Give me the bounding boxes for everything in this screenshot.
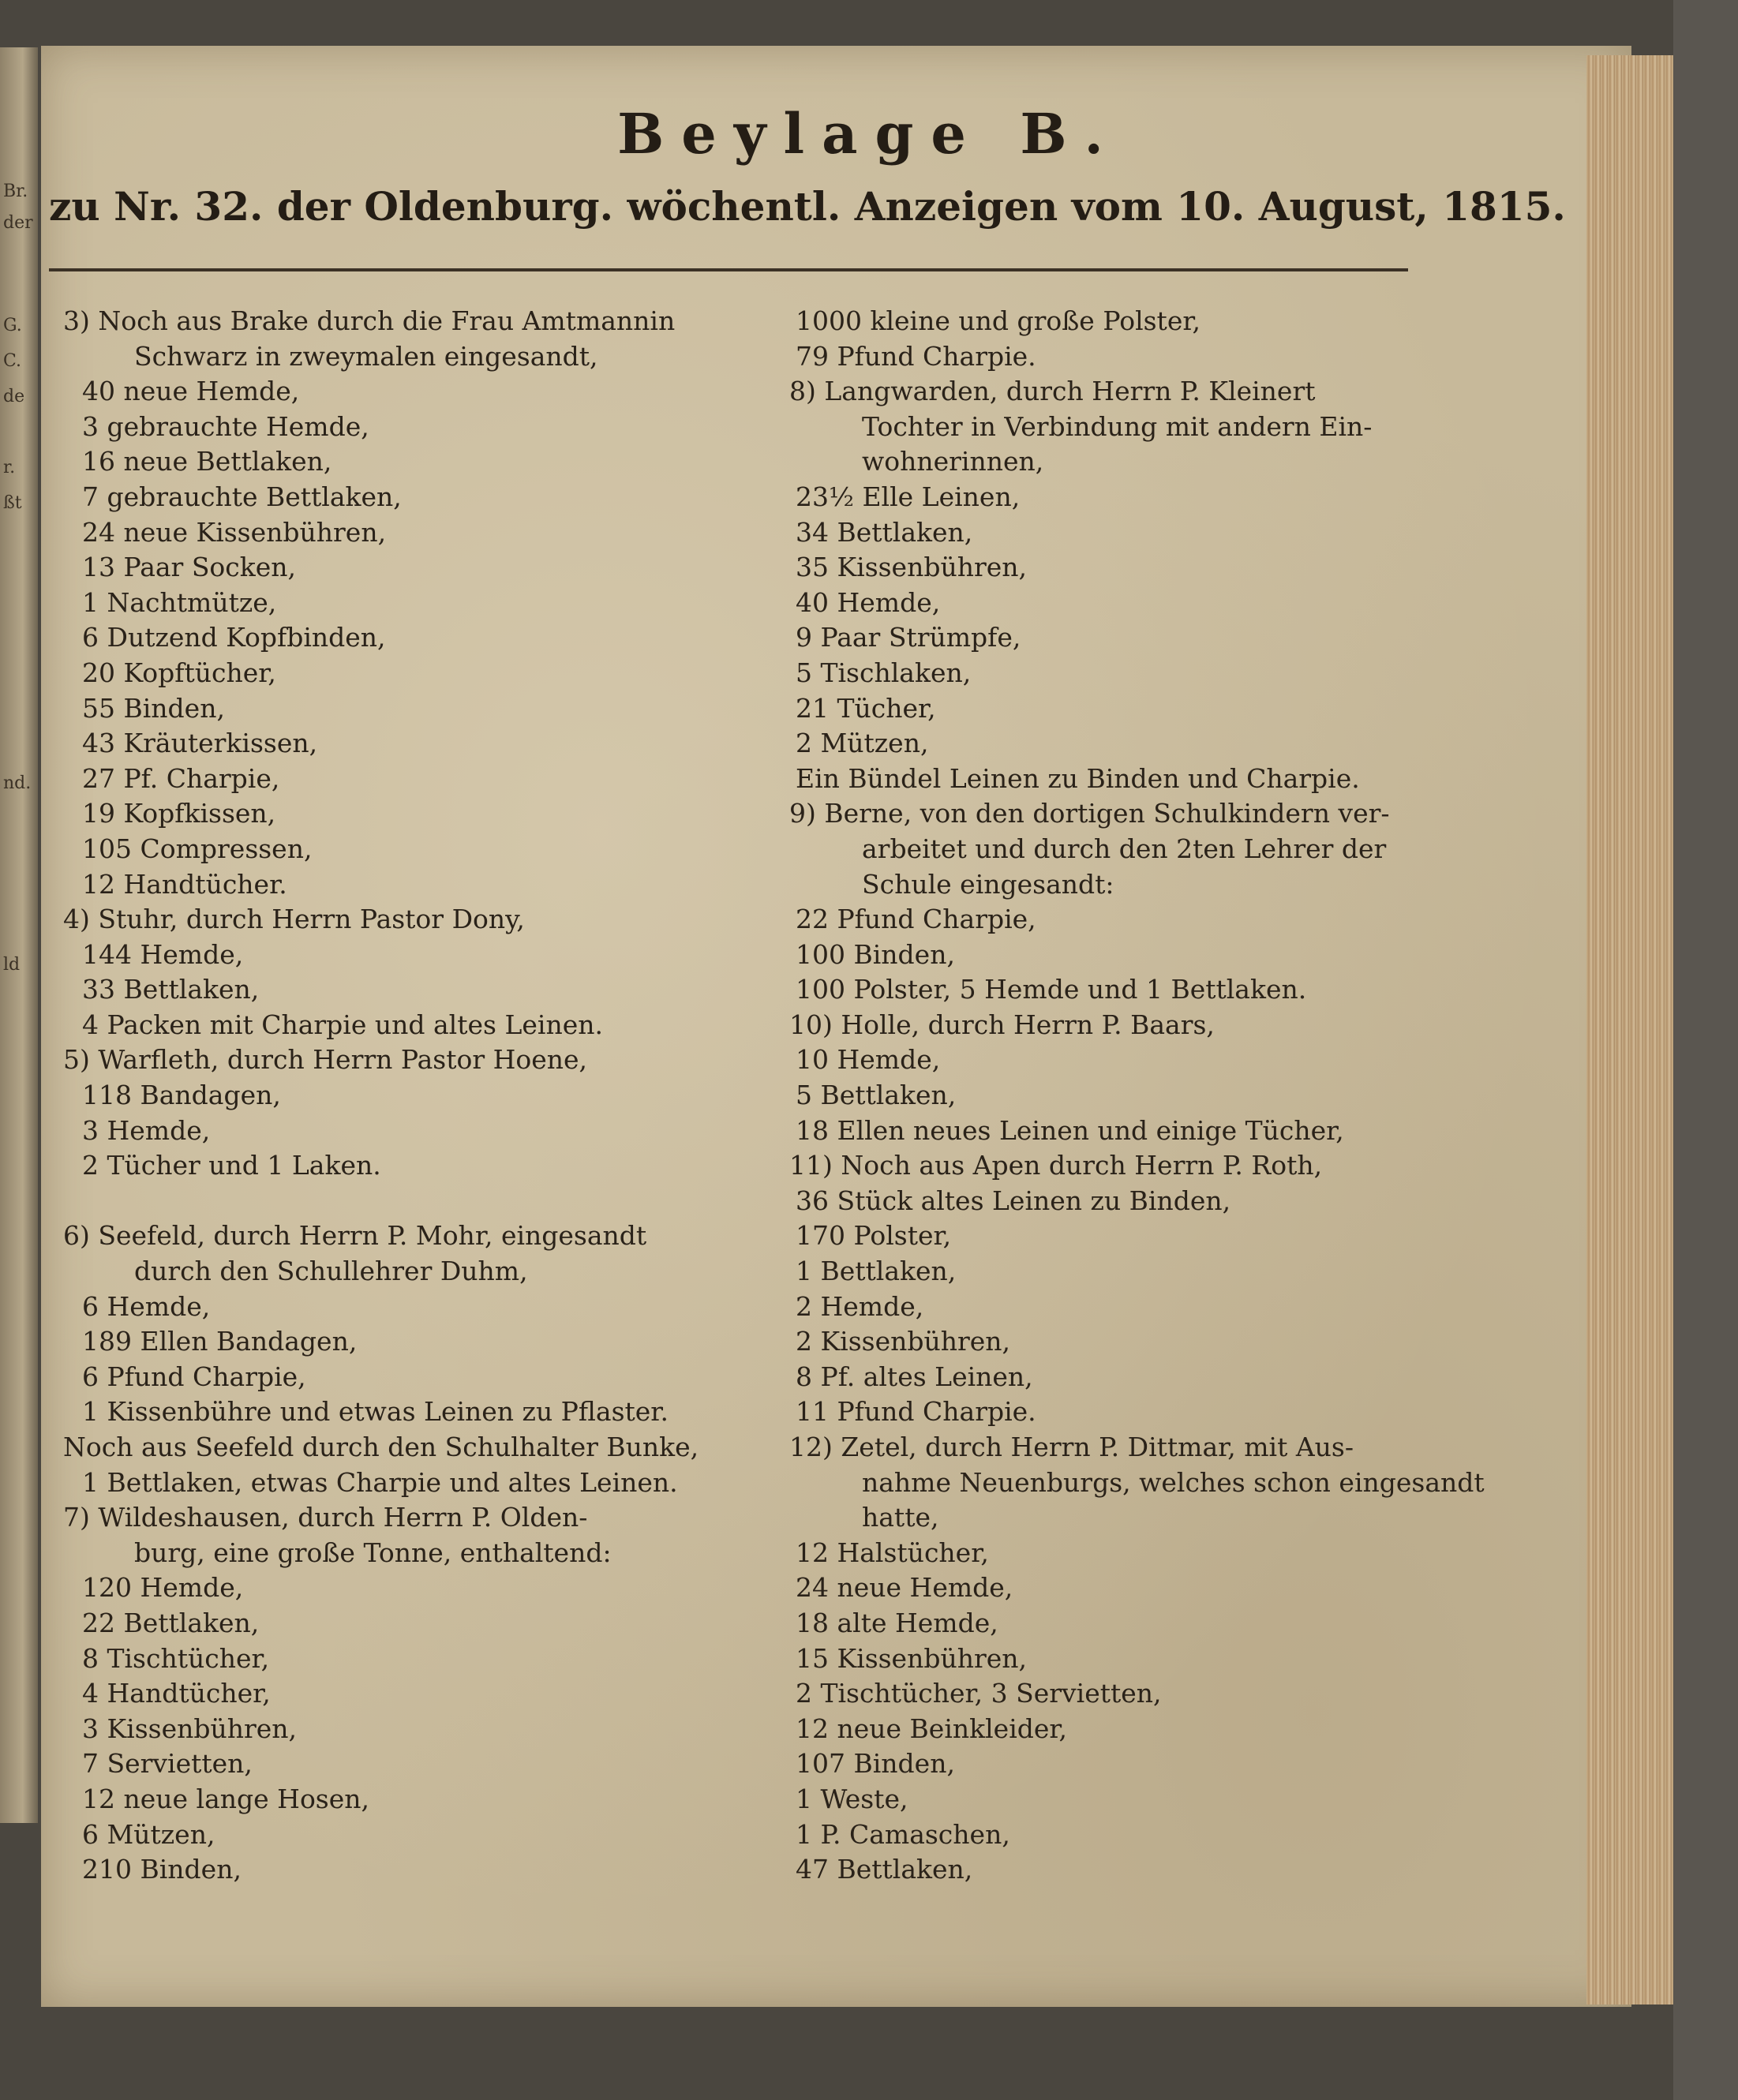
entry-line: 7 gebrauchte Bettlaken, [82, 481, 402, 512]
entry-line: 35 Kissenbühren, [796, 552, 1028, 583]
entry-line: Schwarz in zweymalen eingesandt, [134, 340, 598, 372]
entry-line: 1000 kleine und große Polster, [796, 305, 1200, 336]
entry-line: 6 Dutzend Kopfbinden, [82, 622, 386, 653]
entry-line: 18 Ellen neues Leinen und einige Tücher, [796, 1114, 1344, 1146]
entry-heading-line: 7) Wildeshausen, durch Herrn P. Olden- [63, 1502, 588, 1533]
page-block-edges [1586, 55, 1681, 2005]
entry-line: 2 Tücher und 1 Laken. [82, 1150, 381, 1181]
entry-line: 3 gebrauchte Hemde, [82, 410, 369, 442]
entry-line: 6 Mützen, [82, 1818, 215, 1850]
margin-fragment: de [3, 387, 25, 406]
entry-line: 1 Nachtmütze, [82, 586, 277, 618]
entry-line: 2 Kissenbühren, [796, 1326, 1011, 1357]
margin-fragment: C. [3, 351, 22, 371]
right-column [789, 304, 1485, 1888]
entry-line: 210 Binden, [82, 1854, 242, 1885]
header-rule [49, 268, 1408, 271]
entry-line: 1 P. Camaschen, [796, 1818, 1010, 1850]
entry-line: 11 Pfund Charpie. [796, 1396, 1036, 1428]
entry-line: 120 Hemde, [82, 1572, 244, 1604]
entry-line: 189 Ellen Bandagen, [82, 1326, 358, 1357]
entry-line: Tochter in Verbindung mit andern Ein- [862, 410, 1373, 442]
entry-heading-line: 4) Stuhr, durch Herrn Pastor Dony, [63, 904, 525, 935]
entry-line: 12 Handtücher. [82, 868, 287, 900]
entry-line: 24 neue Hemde, [796, 1572, 1013, 1604]
entry-line: 5 Bettlaken, [796, 1080, 957, 1111]
entry-line: 24 neue Kissenbühren, [82, 516, 387, 548]
entry-line: 23½ Elle Leinen, [796, 481, 1021, 512]
entry-heading-line: 3) Noch aus Brake durch die Frau Amtmannin [63, 305, 676, 336]
entry-heading-line: 5) Warfleth, durch Herrn Pastor Hoene, [63, 1044, 588, 1076]
entry-line: 12 neue Beinkleider, [796, 1713, 1068, 1744]
margin-fragment: r. [3, 458, 16, 477]
entry-line: 3 Kissenbühren, [82, 1713, 298, 1744]
entry-line: burg, eine große Tonne, enthaltend: [134, 1537, 612, 1568]
entry-line: 27 Pf. Charpie, [82, 762, 280, 794]
entry-line: 9 Paar Strümpfe, [796, 622, 1021, 653]
left-column [63, 304, 742, 1888]
entry-line: 16 neue Bettlaken, [82, 446, 332, 477]
margin-fragment: ßt [3, 493, 22, 513]
book-spine-background [1673, 0, 1738, 2100]
entry-line: 4 Packen mit Charpie und altes Leinen. [82, 1009, 603, 1040]
entry-line: 8 Tischtücher, [82, 1642, 270, 1674]
entry-line: 13 Paar Socken, [82, 552, 297, 583]
entry-line: Schule eingesandt: [862, 868, 1114, 900]
entry-heading-line: 10) Holle, durch Herrn P. Baars, [789, 1009, 1215, 1040]
entry-line: 34 Bettlaken, [796, 516, 973, 548]
entry-line: 33 Bettlaken, [82, 974, 260, 1005]
entry-line: hatte, [862, 1502, 939, 1533]
entry-line: 15 Kissenbühren, [796, 1642, 1028, 1674]
entry-line: 19 Kopfkissen, [82, 798, 276, 829]
entry-line: arbeitet und durch den 2ten Lehrer der [862, 833, 1387, 864]
entry-line: 8 Pf. altes Leinen, [796, 1361, 1033, 1392]
entry-line: 144 Hemde, [82, 938, 244, 970]
entry-line: 40 Hemde, [796, 586, 941, 618]
entry-line: 2 Mützen, [796, 728, 929, 759]
entry-line: 1 Kissenbühre und etwas Leinen zu Pflaster. [82, 1396, 669, 1428]
entry-line: 21 Tücher, [796, 692, 936, 724]
entry-line: 100 Polster, 5 Hemde und 1 Bettlaken. [796, 974, 1307, 1005]
entry-heading-line: 11) Noch aus Apen durch Herrn P. Roth, [789, 1150, 1323, 1181]
page-title: Beylage B. [617, 101, 1121, 167]
margin-fragment: G. [3, 316, 22, 335]
entry-heading-line: 9) Berne, von den dortigen Schulkindern ver- [789, 798, 1390, 829]
entry-line: 10 Hemde, [796, 1044, 941, 1076]
entry-line: 43 Kräuterkissen, [82, 728, 318, 759]
entry-line: 40 neue Hemde, [82, 376, 300, 407]
entry-line: 6 Hemde, [82, 1290, 211, 1322]
entry-line: 79 Pfund Charpie. [796, 340, 1036, 372]
entry-line: 1 Weste, [796, 1783, 908, 1814]
entry-line: wohnerinnen, [862, 446, 1044, 477]
entry-line: 22 Pfund Charpie, [796, 904, 1036, 935]
entry-line: 3 Hemde, [82, 1114, 211, 1146]
entry-line: 1 Bettlaken, etwas Charpie und altes Leinen. [82, 1466, 678, 1498]
entry-heading-line: 12) Zetel, durch Herrn P. Dittmar, mit Aus- [789, 1432, 1354, 1462]
entry-line: 22 Bettlaken, [82, 1607, 260, 1638]
entry-line: 1 Bettlaken, [796, 1256, 957, 1287]
margin-fragment: nd. [3, 773, 32, 793]
entry-line: 2 Hemde, [796, 1290, 924, 1322]
entry-heading-line: 8) Langwarden, durch Herrn P. Kleinert [789, 376, 1316, 407]
entry-line: 12 Halstücher, [796, 1537, 989, 1568]
entry-line: 118 Bandagen, [82, 1080, 281, 1111]
entry-line: 100 Binden, [796, 938, 955, 970]
entry-line: 2 Tischtücher, 3 Servietten, [796, 1678, 1162, 1709]
entry-line: 20 Kopftücher, [82, 657, 276, 688]
entry-line: 7 Servietten, [82, 1748, 253, 1780]
blank-line [63, 1184, 742, 1219]
entry-line: 105 Compressen, [82, 833, 313, 864]
entry-line: 5 Tischlaken, [796, 657, 972, 688]
margin-fragment: ld [3, 955, 21, 975]
margin-fragment: der [3, 213, 33, 233]
entry-line: 36 Stück altes Leinen zu Binden, [796, 1185, 1231, 1216]
entry-line: 55 Binden, [82, 692, 225, 724]
entry-line: 47 Bettlaken, [796, 1854, 973, 1885]
entry-line: 6 Pfund Charpie, [82, 1361, 306, 1392]
previous-page-edge [0, 47, 38, 1823]
entry-line: 18 alte Hemde, [796, 1607, 998, 1638]
entry-line: 107 Binden, [796, 1748, 955, 1780]
page-subtitle: zu Nr. 32. der Oldenburg. wöchentl. Anzeigen vom 10. August, 1815. [49, 183, 1566, 230]
entry-line: durch den Schullehrer Duhm, [134, 1256, 528, 1287]
entry-line: 4 Handtücher, [82, 1678, 271, 1709]
entry-line: Ein Bündel Leinen zu Binden und Charpie. [796, 762, 1360, 794]
entry-heading-line: Noch aus Seefeld durch den Schulhalter Bunke, [63, 1432, 699, 1462]
entry-line: 12 neue lange Hosen, [82, 1783, 370, 1814]
margin-fragment: Br. [3, 182, 28, 201]
entry-line: 170 Polster, [796, 1220, 952, 1252]
entry-heading-line: 6) Seefeld, durch Herrn P. Mohr, eingesandt [63, 1220, 647, 1252]
entry-line: nahme Neuenburgs, welches schon eingesandt [862, 1466, 1485, 1498]
